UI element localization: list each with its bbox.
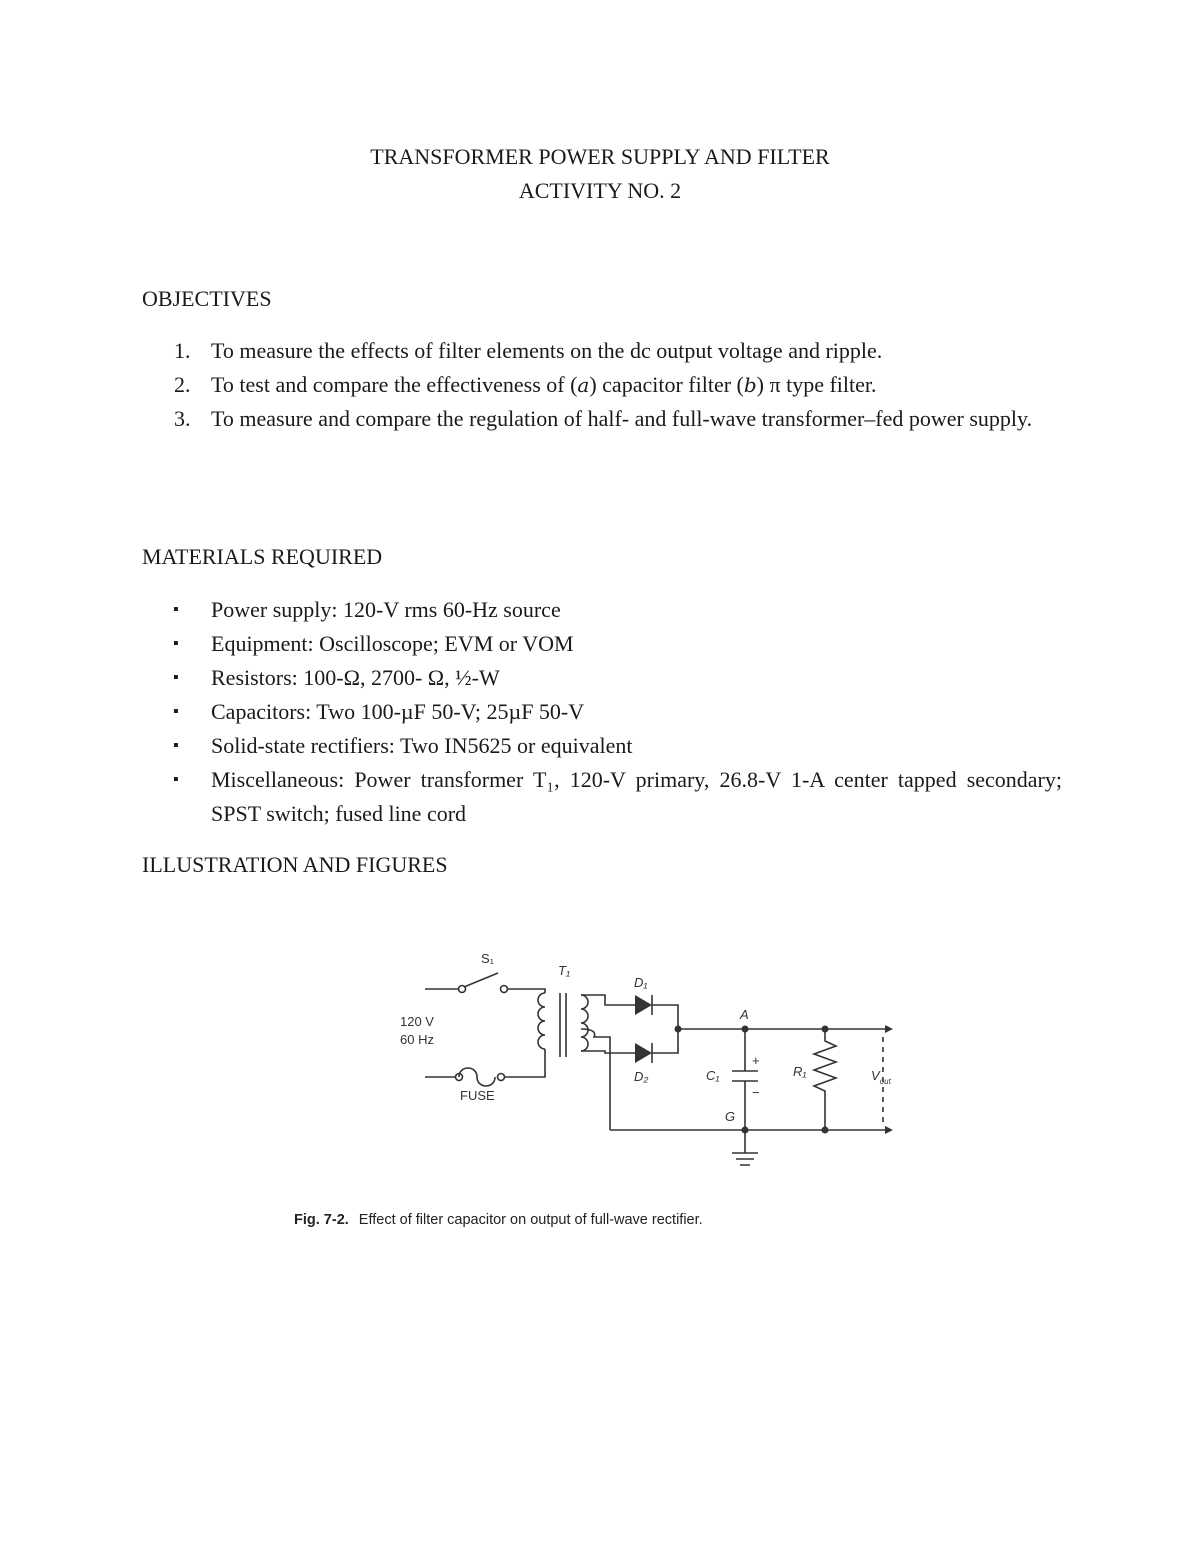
material-text: Capacitors: Two 100-µF 50-V; 25µF 50-V [211,699,585,724]
objective-text: ) π type filter. [756,372,877,397]
switch-label: S₁ [481,951,495,966]
item-number: 2. [174,372,191,397]
node-a-label: A [740,1007,749,1022]
list-item [142,763,1062,831]
figure-caption-text: Effect of filter capacitor on output of full-wave rectifier. [358,1212,703,1228]
bullet-icon: ▪ [173,669,179,686]
activity-number: ACTIVITY NO. 2 [518,178,682,203]
list-item [142,334,1062,368]
source-voltage-label: 120 V [400,1014,434,1029]
item-number: 1. [174,338,191,363]
illustration-heading: ILLUSTRATION AND FIGURES [142,852,448,877]
figure-number: Fig. 7-2. [294,1212,349,1228]
objectives-list [142,334,1062,436]
list-item [142,593,1062,627]
diode-d1-label: D₁ [634,975,648,990]
bullet-icon: ▪ [173,771,179,788]
objective-text: To test and compare the effectiveness of ( [211,372,578,397]
figure-caption [294,1212,703,1228]
objective-text: ) capacitor filter ( [589,372,744,397]
material-text: Solid-state rectifiers: Two IN5625 or equivalent [211,733,633,758]
list-item [142,368,1062,402]
vout-label: $V_{out}$ [871,1068,891,1086]
materials-heading: MATERIALS REQUIRED [142,544,383,569]
source-frequency-label: 60 Hz [400,1032,434,1047]
list-item [142,402,1062,436]
capacitor-minus-label: − [752,1085,760,1100]
item-number: 3. [174,406,191,431]
objectives-heading: OBJECTIVES [142,286,272,311]
capacitor-c1-label: C₁ [706,1068,720,1083]
primary-coil [538,993,545,1049]
fuse-label: FUSE [460,1088,495,1103]
document-title: TRANSFORMER POWER SUPPLY AND FILTER [370,144,830,169]
option-a-letter: a [577,373,590,397]
diode-d2-label: D₂ [634,1069,649,1084]
resistor-r1-zigzag [814,1029,836,1130]
material-text: Resistors: 100-Ω, 2700- Ω, ½-W [211,665,500,690]
diode-d1-symbol [635,995,652,1015]
material-text: Power supply: 120-V rms 60-Hz source [211,597,561,622]
transformer-label: T₁ [558,963,571,978]
list-item [142,695,1062,729]
list-item [142,729,1062,763]
objective-text: To measure the effects of filter elements on the dc output voltage and ripple. [211,338,883,363]
diode-d2-symbol [635,1043,652,1063]
node-g-label: G [725,1109,736,1124]
switch-blade [464,973,498,987]
circuit-diagram [380,945,920,1175]
material-text: Equipment: Oscilloscope; EVM or VOM [211,631,574,656]
bullet-icon: ▪ [173,737,179,754]
material-text: Miscellaneous: Power transformer T₁, 120-V primary, 26.8-V 1-A center tapped secondary; SPST switch; fused line cord [211,767,1062,826]
objective-text: To measure and compare the regulation of half- and full-wave transformer–fed power supply. [211,406,1033,431]
materials-list [142,593,1062,831]
option-b-letter: b [743,373,757,397]
bullet-icon: ▪ [173,601,179,618]
bullet-icon: ▪ [173,635,179,652]
list-item [142,627,1062,661]
resistor-r1-label: R₁ [793,1064,807,1079]
fuse-symbol [459,1068,495,1086]
list-item [142,661,1062,695]
bullet-icon: ▪ [173,703,179,720]
capacitor-plus-label: + [752,1053,760,1068]
